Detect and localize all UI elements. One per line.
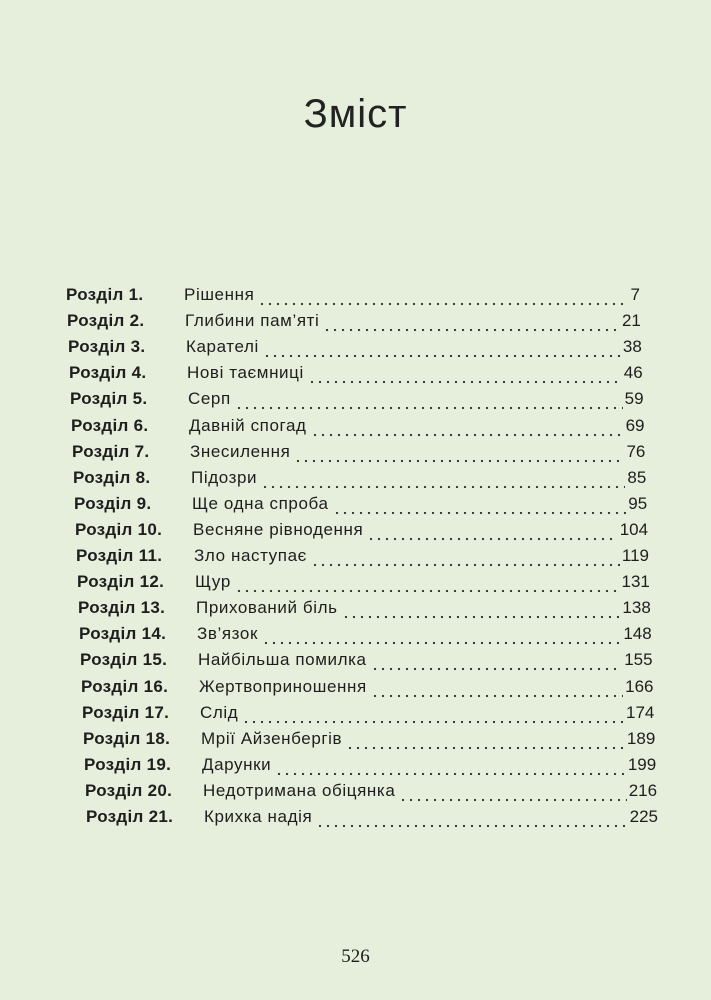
toc-page-number: 46 <box>623 363 643 383</box>
toc-page-number: 216 <box>628 780 658 800</box>
toc-entry <box>78 593 651 619</box>
toc-chapter-title: Слід <box>200 702 239 722</box>
toc-dot-leader <box>399 780 626 802</box>
toc-entry <box>73 463 646 489</box>
toc-dot-leader <box>261 467 625 489</box>
toc-dot-leader <box>235 571 620 593</box>
toc-chapter-label: Розділ 21. <box>86 807 174 826</box>
toc-page-number: 7 <box>630 285 640 304</box>
toc-chapter-title: Весняне рівнодення <box>193 519 364 539</box>
toc-dot-leader <box>323 310 620 332</box>
toc-page-number: 21 <box>621 311 641 331</box>
toc-chapter-label: Розділ 12. <box>77 572 165 592</box>
toc-dot-leader <box>308 362 622 384</box>
toc-entry <box>72 437 645 463</box>
toc-dot-leader <box>311 545 620 567</box>
toc-chapter-label: Розділ 16. <box>81 676 169 696</box>
toc-entry <box>71 411 645 437</box>
page-number: 526 <box>341 946 370 967</box>
toc-chapter-title: Щур <box>195 572 231 592</box>
toc-entry <box>68 332 642 358</box>
toc-page-number: 85 <box>627 467 647 487</box>
toc-entry <box>76 541 649 567</box>
toc-chapter-label: Розділ 6. <box>71 415 149 435</box>
toc-dot-leader <box>235 388 623 410</box>
toc-page-number: 38 <box>622 337 642 357</box>
toc-entry <box>86 802 658 828</box>
toc-page-number: 131 <box>621 572 650 592</box>
toc-entry <box>79 619 652 645</box>
toc-chapter-label: Розділ 17. <box>82 702 170 722</box>
toc-dot-leader <box>294 441 624 463</box>
toc-chapter-title: Підозри <box>191 467 258 487</box>
toc-chapter-label: Розділ 5. <box>70 389 148 409</box>
toc-page-number: 166 <box>625 676 654 696</box>
toc-entry <box>81 672 654 698</box>
toc-page-number: 69 <box>625 415 645 435</box>
toc-page-number: 155 <box>624 650 653 670</box>
toc-page-number: 199 <box>627 754 657 774</box>
toc-dot-leader <box>371 649 623 671</box>
toc-chapter-title: Прихований біль <box>196 598 338 618</box>
toc-chapter-label: Розділ 1. <box>66 285 144 304</box>
toc-chapter-title: Зв’язок <box>197 624 258 644</box>
toc-dot-leader <box>342 597 621 619</box>
toc-chapter-title: Глибини пам’яті <box>185 311 320 331</box>
toc-entry <box>82 698 654 724</box>
toc-dot-leader <box>258 284 628 306</box>
toc-entry <box>70 384 644 410</box>
toc-page-number: 76 <box>626 441 646 461</box>
toc-chapter-title: Жертвоприношення <box>199 676 367 696</box>
toc-chapter-label: Розділ 7. <box>72 441 150 461</box>
toc-dot-leader <box>275 754 626 776</box>
toc-entry <box>69 358 643 384</box>
toc-entry <box>66 280 640 306</box>
toc-chapter-label: Розділ 9. <box>74 493 152 513</box>
toc-entry <box>85 776 657 802</box>
toc-chapter-title: Мрії Айзенбергів <box>201 728 343 748</box>
toc-page-number: 174 <box>626 702 655 722</box>
toc-chapter-label: Розділ 2. <box>67 311 145 331</box>
toc-chapter-label: Розділ 4. <box>69 363 147 383</box>
toc-dot-leader <box>333 493 627 515</box>
toc-entry <box>84 750 656 776</box>
toc-chapter-title: Карателі <box>186 337 259 357</box>
toc-dot-leader <box>371 676 623 698</box>
toc-page-number: 119 <box>621 546 649 565</box>
toc-dot-leader <box>367 519 617 541</box>
toc-chapter-label: Розділ 10. <box>75 519 163 539</box>
toc-chapter-title: Давній спогад <box>189 415 307 435</box>
toc-chapter-title: Ще одна спроба <box>192 493 329 513</box>
toc-chapter-label: Розділ 20. <box>85 780 173 800</box>
toc-entry <box>77 567 650 593</box>
toc-page-number: 225 <box>629 807 658 826</box>
toc-chapter-title: Найбільша помилка <box>198 650 367 670</box>
toc-chapter-title: Недотримана обіцянка <box>203 780 396 800</box>
toc-chapter-label: Розділ 18. <box>83 728 171 748</box>
toc-page-number: 148 <box>623 624 652 644</box>
toc-entry <box>74 489 647 515</box>
toc-entry <box>80 645 653 671</box>
toc-chapter-title: Серп <box>188 389 231 409</box>
toc-dot-leader <box>311 415 624 437</box>
toc-chapter-label: Розділ 3. <box>68 337 146 357</box>
toc-entry <box>83 724 655 750</box>
toc-dot-leader <box>263 336 621 358</box>
toc-entry <box>67 306 641 332</box>
toc-chapter-title: Нові таємниці <box>187 363 304 383</box>
toc-chapter-title: Дарунки <box>202 754 272 774</box>
toc-chapter-label: Розділ 11. <box>76 546 163 565</box>
toc-chapter-title: Зло наступає <box>194 546 307 565</box>
toc-dot-leader <box>346 728 625 750</box>
toc-title: Зміст <box>303 92 408 136</box>
toc-chapter-title: Знесилення <box>190 441 291 461</box>
toc-chapter-label: Розділ 14. <box>79 624 167 644</box>
toc-page-number: 95 <box>628 493 648 513</box>
toc-page-number: 104 <box>619 519 649 539</box>
toc-chapter-label: Розділ 15. <box>80 650 168 670</box>
toc-chapter-title: Крихка надія <box>204 807 313 826</box>
toc-dot-leader <box>262 623 621 645</box>
toc-dot-leader <box>242 702 624 724</box>
toc-page-number: 189 <box>626 728 656 748</box>
toc-chapter-title: Рішення <box>184 285 255 304</box>
toc-chapter-label: Розділ 8. <box>73 467 151 487</box>
toc-page-number: 138 <box>622 598 651 618</box>
toc-chapter-label: Розділ 19. <box>84 754 172 774</box>
toc-entry <box>75 515 648 541</box>
toc-chapter-label: Розділ 13. <box>78 598 166 618</box>
toc-page-number: 59 <box>624 389 644 409</box>
toc-dot-leader <box>316 806 627 828</box>
